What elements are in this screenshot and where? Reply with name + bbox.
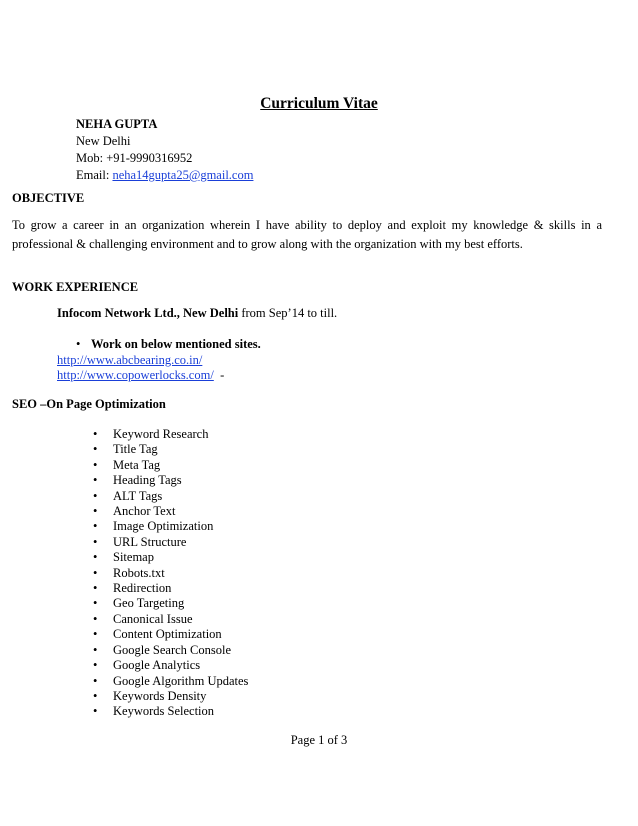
bullet-icon: • [93, 442, 98, 457]
skill-label: Anchor Text [113, 504, 176, 519]
skill-label: Google Algorithm Updates [113, 673, 249, 688]
candidate-location: New Delhi [76, 134, 131, 148]
list-item [93, 596, 248, 611]
skill-label: Robots.txt [113, 565, 165, 580]
skill-label: Title Tag [113, 442, 158, 457]
list-item [93, 704, 248, 719]
candidate-mobile: Mob: +91-9990316952 [76, 151, 193, 165]
candidate-name: NEHA GUPTA [76, 117, 158, 131]
bullet-icon: • [93, 565, 98, 580]
skill-label: Keywords Selection [113, 704, 215, 719]
site-link[interactable]: http://www.copowerlocks.com/ [57, 368, 214, 382]
list-item [93, 442, 248, 457]
bullet-icon: • [93, 581, 98, 596]
page-indicator: Page 1 of 3 [290, 733, 348, 747]
bullet-icon: • [93, 596, 98, 611]
bullet-icon: • [93, 658, 98, 673]
skill-label: Redirection [113, 581, 172, 596]
bullet-icon: • [93, 611, 98, 626]
bullet-icon: • [93, 504, 98, 519]
document-title: Curriculum Vitae [260, 95, 378, 112]
skill-label: Heading Tags [113, 473, 182, 488]
bullet-icon: • [93, 688, 98, 703]
objective-heading: OBJECTIVE [12, 191, 85, 205]
job-entry [57, 306, 337, 321]
skill-label: Keyword Research [113, 427, 209, 441]
objective-text [12, 216, 602, 254]
objective-line-1: To grow a career in an organization wherein I have ability to deploy and exploit my knowledge & skills in a [12, 218, 602, 232]
list-item [93, 689, 248, 704]
skill-label: Canonical Issue [113, 611, 193, 626]
skill-label: Google Analytics [113, 658, 201, 673]
list-item [93, 627, 248, 642]
list-item [93, 427, 248, 442]
job-period: from Sep’14 to till. [241, 306, 338, 320]
sites-bullet-item [76, 337, 261, 352]
bullet-icon: • [93, 627, 98, 642]
bullet-icon: • [93, 642, 98, 657]
list-item [93, 458, 248, 473]
skill-label: Meta Tag [113, 457, 161, 472]
bullet-icon: • [93, 550, 98, 565]
bullet-icon: • [93, 457, 98, 472]
list-item [93, 550, 248, 565]
skill-label: Sitemap [113, 550, 154, 565]
sites-heading: Work on below mentioned sites. [91, 337, 261, 351]
skill-label: Geo Targeting [113, 596, 185, 611]
job-company: Infocom Network Ltd., New Delhi [57, 306, 239, 320]
skill-label: URL Structure [113, 534, 187, 549]
bullet-icon: • [93, 427, 98, 441]
list-item [93, 566, 248, 581]
skill-label: Content Optimization [113, 627, 222, 642]
list-item [93, 504, 248, 519]
bullet-icon: • [76, 337, 81, 351]
bullet-icon: • [93, 488, 98, 503]
skill-label: Google Search Console [113, 642, 232, 657]
work-experience-heading: WORK EXPERIENCE [12, 280, 139, 294]
list-item [93, 581, 248, 596]
bullet-icon: • [93, 519, 98, 534]
email-label: Email: [76, 168, 110, 182]
seo-heading: SEO –On Page Optimization [12, 397, 166, 411]
bullet-icon: • [93, 534, 98, 549]
objective-line-2: professional & challenging environment and to grow along with the organization with my best efforts. [12, 237, 523, 251]
skill-label: ALT Tags [113, 488, 163, 503]
email-link[interactable]: neha14gupta25@gmail.com [112, 168, 254, 182]
list-item [93, 612, 248, 627]
site-suffix: - [220, 368, 225, 382]
list-item [93, 489, 248, 504]
sites-list [57, 353, 224, 383]
bullet-icon: • [93, 704, 98, 719]
list-item [93, 658, 248, 673]
list-item [93, 519, 248, 534]
site-link[interactable]: http://www.abcbearing.co.in/ [57, 353, 203, 367]
bullet-icon: • [93, 673, 98, 688]
list-item [93, 473, 248, 488]
skill-label: Keywords Density [113, 688, 207, 703]
contact-block [76, 116, 253, 184]
list-item [93, 674, 248, 689]
list-item [93, 643, 248, 658]
list-item [93, 535, 248, 550]
seo-skill-list [93, 427, 248, 720]
email-row [76, 167, 253, 184]
skill-label: Image Optimization [113, 519, 214, 534]
bullet-icon: • [93, 473, 98, 488]
